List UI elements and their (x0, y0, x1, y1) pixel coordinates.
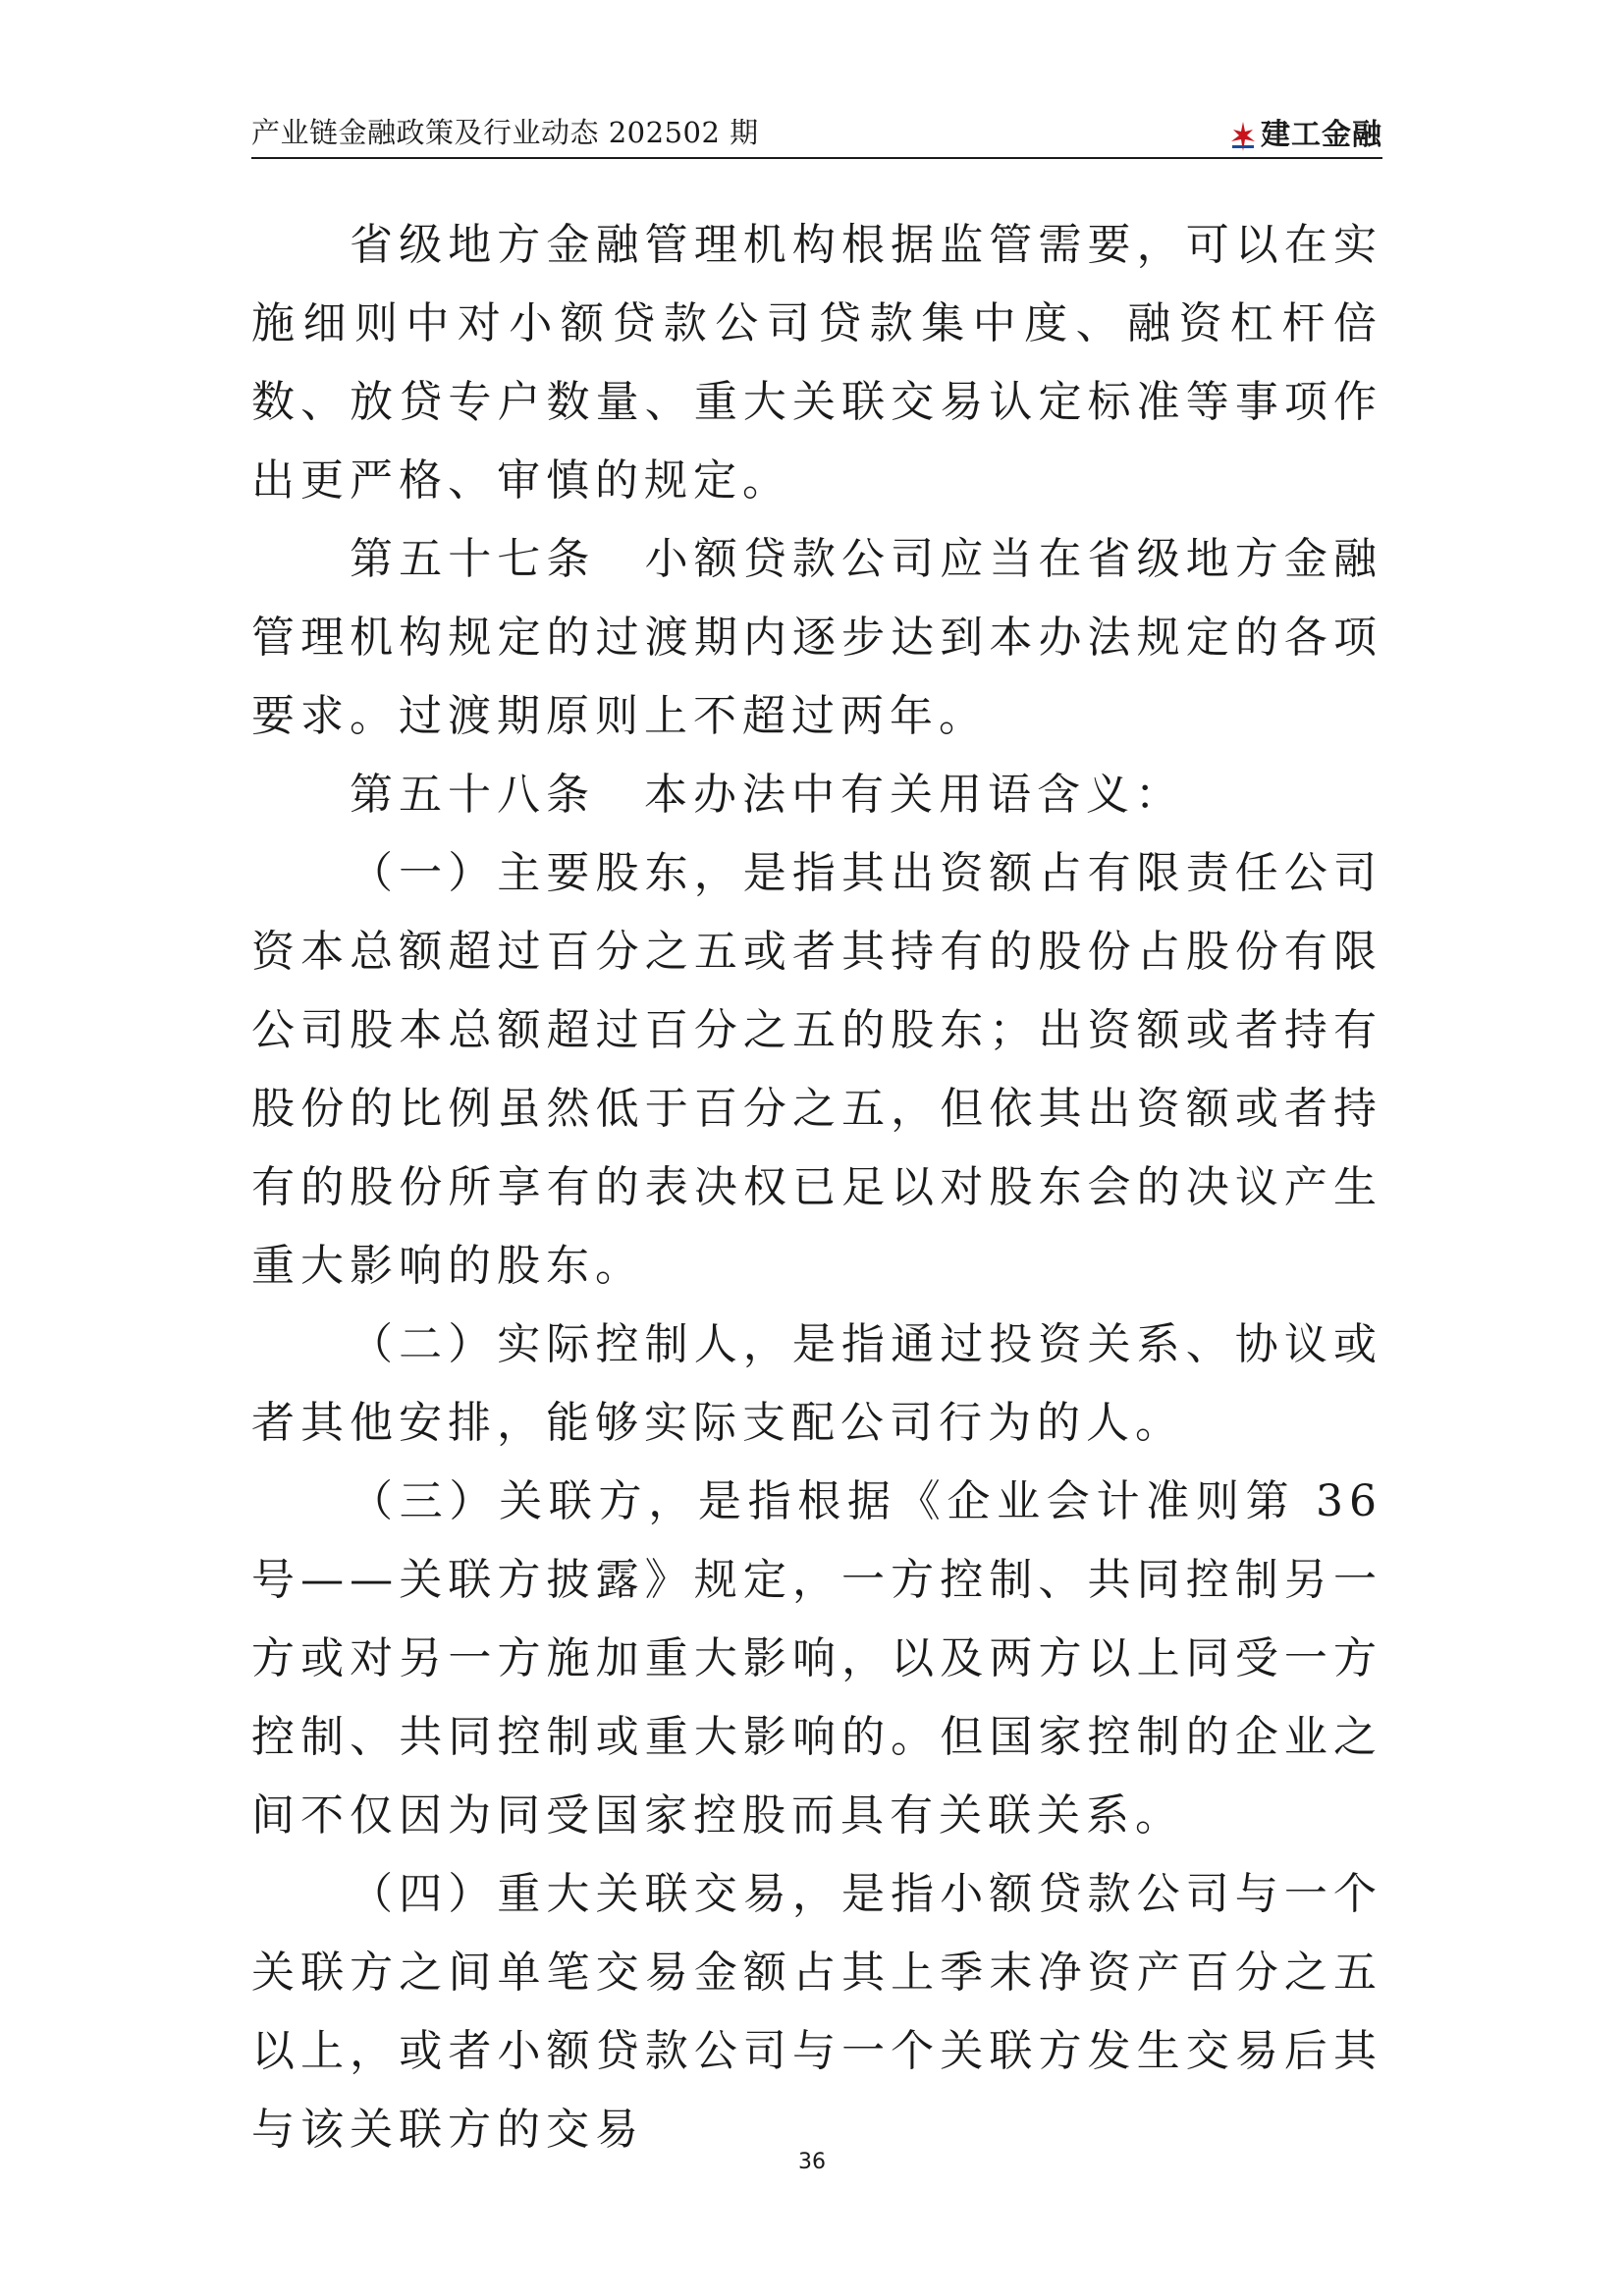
page-header (251, 110, 1382, 159)
paragraph-definition-major-related-transaction: （四）重大关联交易，是指小额贷款公司与一个关联方之间单笔交易金额占其上季末净资产百分之五以上，或者小额贷款公司与一个关联方发生交易后其与该关联方的交易 (251, 1869, 1382, 2155)
document-body (251, 206, 1382, 2169)
header-title: 产业链金融政策及行业动态 202502 期 (251, 116, 759, 149)
paragraph-article-58: 第五十八条 本办法中有关用语含义： (350, 770, 1184, 820)
paragraph-definition-related-party: （三）关联方，是指根据《企业会计准则第 36 号——关联方披露》规定，一方控制、共同控制另一方或对另一方施加重大影响，以及两方以上同受一方控制、共同控制或重大影响的。但国家控制的企业之间不仅因为同受国家控股而具有关联关系。 (251, 1476, 1382, 1841)
paragraph-implementation-rules: 省级地方金融管理机构根据监管需要，可以在实施细则中对小额贷款公司贷款集中度、融资杠杆倍数、放贷专户数量、重大关联交易认定标准等事项作出更严格、审慎的规定。 (251, 220, 1382, 506)
paragraph-definition-major-shareholder: （一）主要股东，是指其出资额占有限责任公司资本总额超过百分之五或者其持有的股份占股份有限公司股本总额超过百分之五的股东；出资额或者持有股份的比例虽然低于百分之五，但依其出资额或者持有的股份所享有的表决权已足以对股东会的决议产生重大影响的股东。 (251, 848, 1382, 1291)
page-number: 36 (798, 2150, 826, 2174)
paragraph-article-57: 第五十七条 小额贷款公司应当在省级地方金融管理机构规定的过渡期内逐步达到本办法规定的各项要求。过渡期原则上不超过两年。 (251, 534, 1382, 741)
paragraph-definition-actual-controller: （二）实际控制人，是指通过投资关系、协议或者其他安排，能够实际支配公司行为的人。 (251, 1319, 1382, 1448)
header-brand (1229, 110, 1382, 153)
company-logo-icon (1229, 120, 1257, 153)
brand-name: 建工金融 (1261, 118, 1382, 152)
